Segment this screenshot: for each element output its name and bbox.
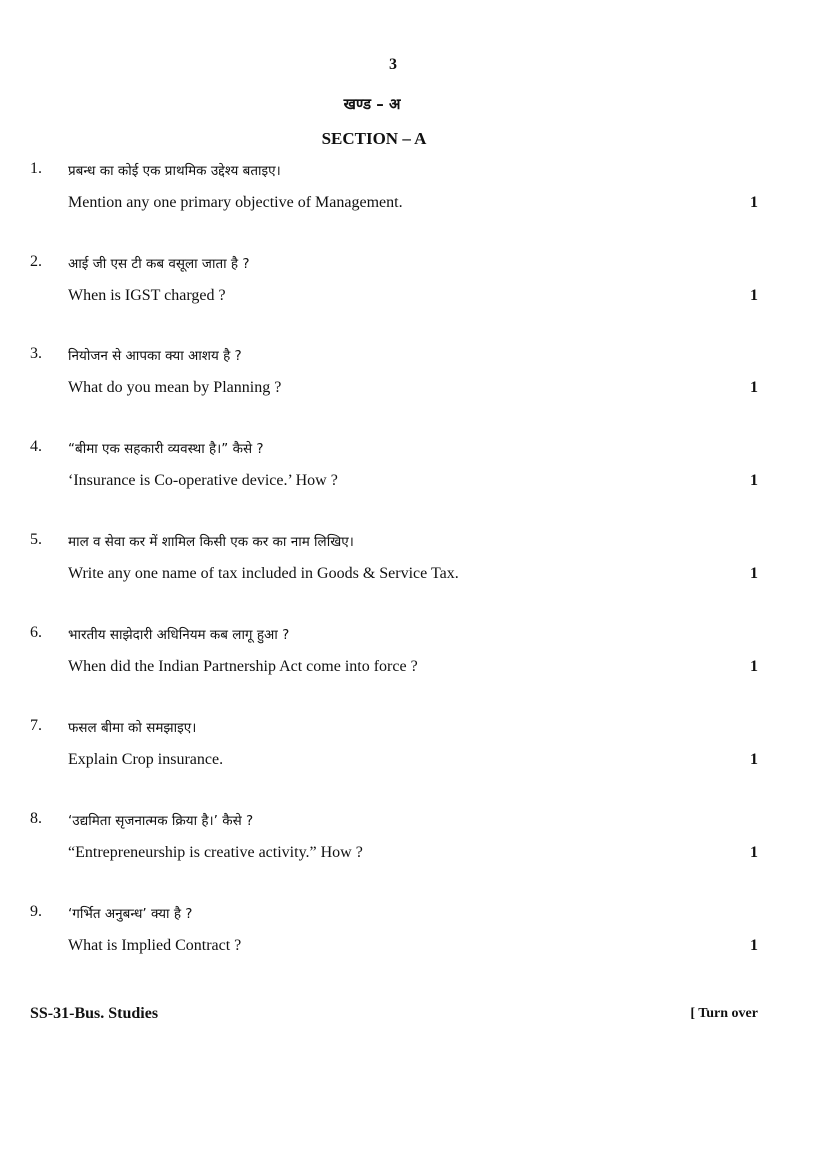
question-item: [30, 160, 760, 220]
question-item: [30, 253, 760, 313]
question-number: 5.: [30, 531, 42, 548]
question-text-english: Write any one name of tax included in Goods & Service Tax.: [68, 565, 459, 582]
question-text-hindi: प्रबन्ध का कोई एक प्राथमिक उद्देश्य बताइए।: [68, 163, 281, 179]
question-text-english: “Entrepreneurship is creative activity.” How ?: [68, 844, 363, 861]
question-marks: 1: [750, 472, 758, 489]
question-number: 2.: [30, 253, 42, 270]
turn-over-note: [ Turn over: [690, 1006, 758, 1021]
question-marks: 1: [750, 751, 758, 768]
question-text-hindi: माल व सेवा कर में शामिल किसी एक कर का नाम लिखिए।: [68, 534, 354, 550]
question-item: [30, 810, 760, 870]
section-heading: SECTION – A: [321, 129, 427, 148]
question-text-english: What do you mean by Planning ?: [68, 379, 282, 396]
question-text-english: When did the Indian Partnership Act come into force ?: [68, 658, 418, 675]
question-text-english: ‘Insurance is Co-operative device.’ How ?: [68, 472, 338, 489]
question-number: 7.: [30, 717, 42, 734]
question-text-hindi: फसल बीमा को समझाइए।: [68, 720, 197, 736]
question-marks: 1: [750, 844, 758, 861]
question-text-english: When is IGST charged ?: [68, 287, 226, 304]
question-number: 4.: [30, 438, 42, 455]
question-marks: 1: [750, 937, 758, 954]
question-item: [30, 531, 760, 591]
question-item: [30, 903, 760, 963]
question-marks: 1: [750, 287, 758, 304]
question-marks: 1: [750, 379, 758, 396]
question-number: 3.: [30, 345, 42, 362]
section-heading-hindi: खण्ड – अ: [343, 95, 401, 113]
question-text-english: Explain Crop insurance.: [68, 751, 224, 768]
question-number: 8.: [30, 810, 42, 827]
question-text-english: What is Implied Contract ?: [68, 937, 242, 954]
question-item: [30, 438, 760, 498]
question-item: [30, 624, 760, 684]
question-text-hindi: ‘गर्भित अनुबन्ध’ क्या है ?: [68, 906, 193, 922]
question-marks: 1: [750, 194, 758, 211]
question-text-hindi: “बीमा एक सहकारी व्यवस्था है।” कैसे ?: [68, 441, 264, 457]
page-number: 3: [389, 56, 397, 73]
question-text-english: Mention any one primary objective of Management.: [68, 194, 403, 211]
question-number: 9.: [30, 903, 42, 920]
question-text-hindi: आई जी एस टी कब वसूला जाता है ?: [68, 256, 250, 272]
question-text-hindi: नियोजन से आपका क्या आशय है ?: [68, 348, 242, 364]
question-item: [30, 717, 760, 777]
question-text-hindi: ‘उद्यमिता सृजनात्मक क्रिया है।’ कैसे ?: [68, 813, 254, 829]
question-item: [30, 345, 760, 405]
question-marks: 1: [750, 658, 758, 675]
question-text-hindi: भारतीय साझेदारी अधिनियम कब लागू हुआ ?: [68, 627, 290, 643]
question-marks: 1: [750, 565, 758, 582]
question-number: 1.: [30, 160, 42, 177]
question-number: 6.: [30, 624, 42, 641]
paper-code: SS-31-Bus. Studies: [30, 1005, 159, 1022]
